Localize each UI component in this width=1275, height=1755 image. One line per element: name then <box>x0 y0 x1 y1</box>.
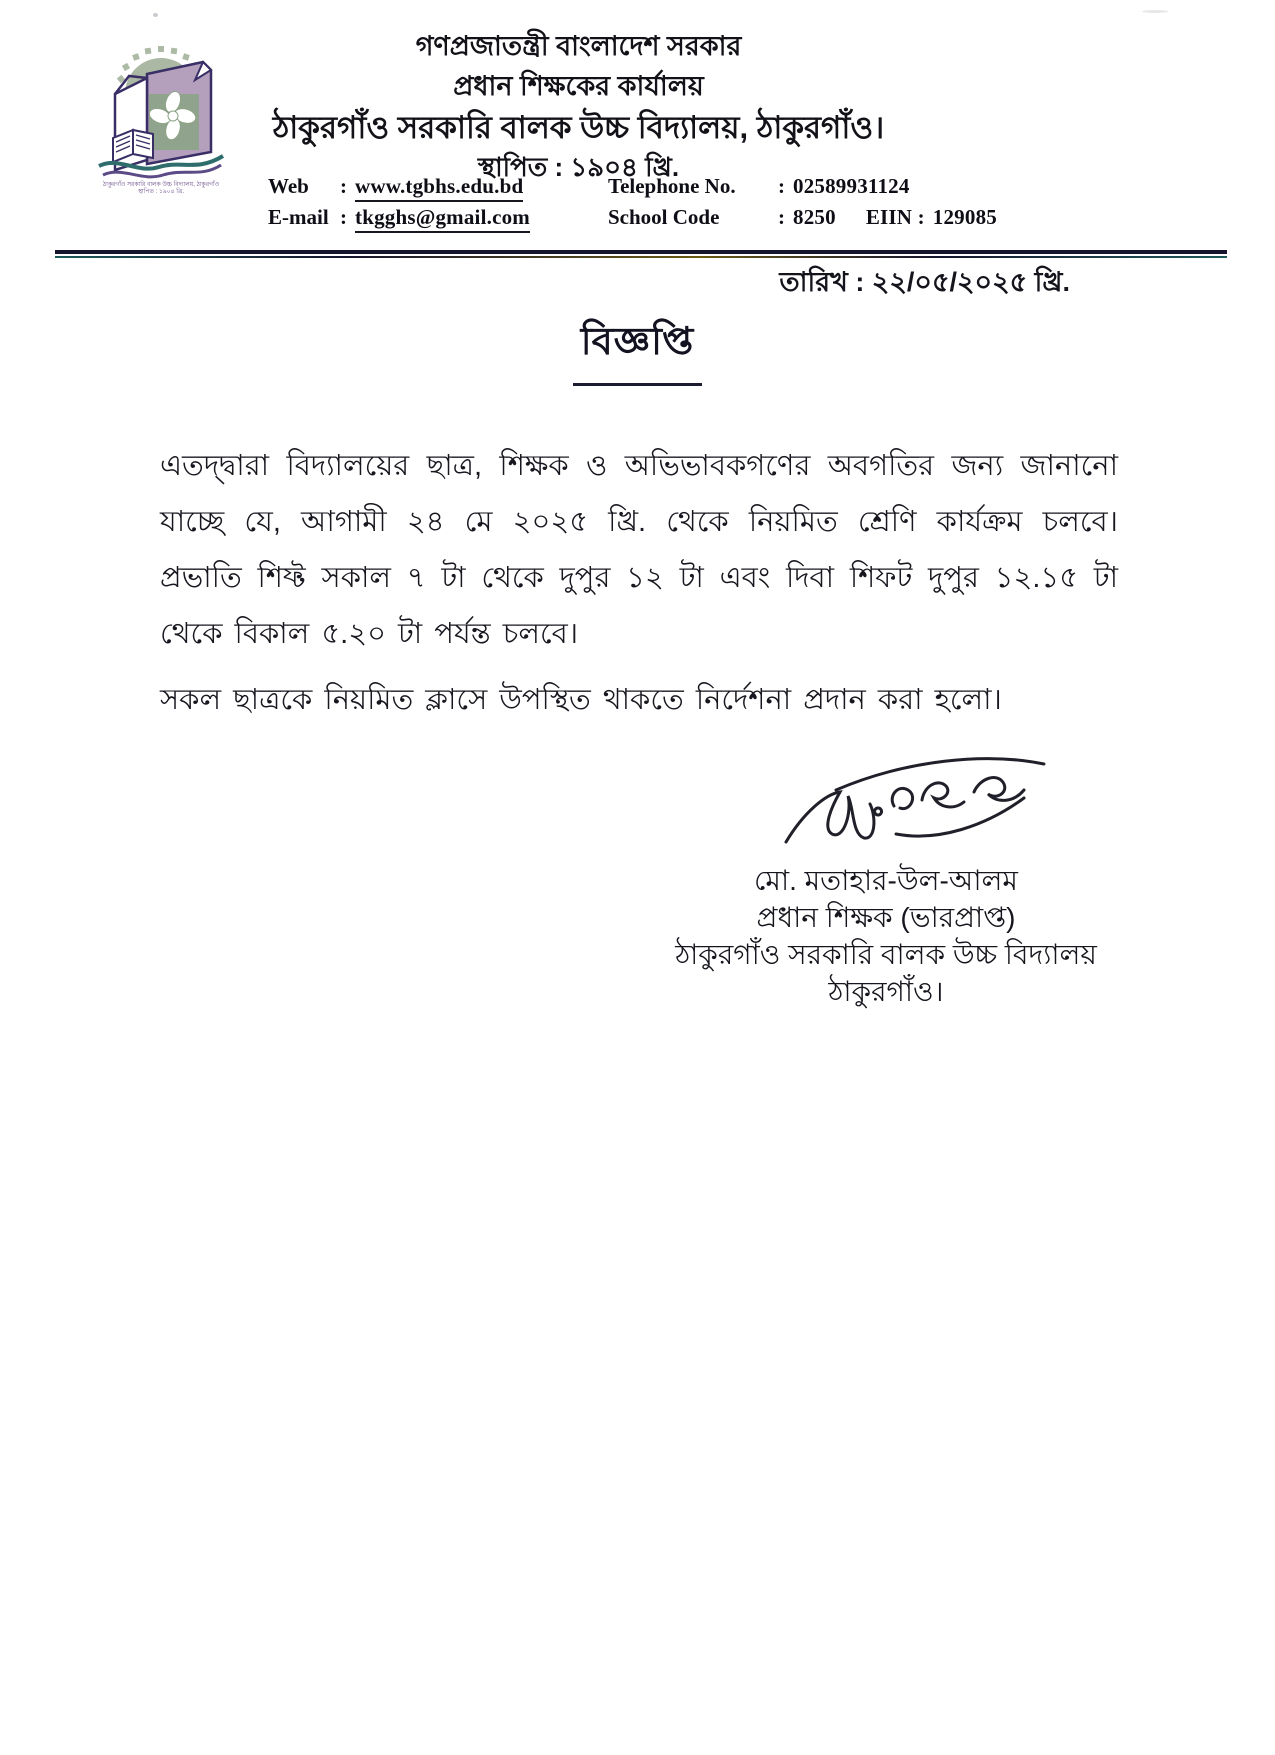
school-name-line: ঠাকুরগাঁও সরকারি বালক উচ্চ বিদ্যালয়, ঠাকুরগাঁও। <box>272 110 885 145</box>
office-line: প্রধান শিক্ষকের কার্যালয় <box>453 71 704 101</box>
scan-speck <box>1142 10 1168 13</box>
notice-date: তারিখ : ২২/০৫/২০২৫ খ্রি. <box>779 267 1070 297</box>
notice-title: বিজ্ঞপ্তি <box>573 312 703 386</box>
website-link: www.tgbhs.edu.bd <box>355 174 523 202</box>
phone-entry <box>608 174 910 199</box>
contact-block <box>268 174 1185 236</box>
notice-paragraph-1: এতদ্দ্বারা বিদ্যালয়ের ছাত্র, শিক্ষক ও অভিভাবকগণের অবগতির জন্য জানানো যাচ্ছে যে, আগামী ২৪ মে ২০২৫ খ্রি. থেকে নিয়মিত শ্রেণি কার্যক্রম চলবে। প্রভাতি শিফ্ট সকাল ৭ টা থেকে দুপুর ১২ টা এবং দিবা শিফট দুপুর ১২.১৫ টা থেকে বিকাল ৫.২০ টা পর্যন্ত চলবে। <box>160 450 1118 650</box>
signatory-org-line2: ঠাকুরগাঁও। <box>828 976 944 1007</box>
school-code-value: 8250 <box>793 205 836 229</box>
notice-paragraph-2: সকল ছাত্রকে নিয়মিত ক্লাসে উপস্থিত থাকতে নির্দেশনা প্রদান করা হলো। <box>160 684 1002 716</box>
header-divider <box>55 250 1227 258</box>
web-entry <box>268 174 608 202</box>
title-row <box>0 312 1275 386</box>
divider-line-top <box>55 250 1227 254</box>
eiin-label: EIIN : <box>865 205 925 229</box>
handwritten-signature <box>778 748 1050 856</box>
signature-block <box>640 862 1132 1010</box>
eiin-value: 129085 <box>932 205 997 229</box>
phone-colon: : <box>778 174 785 198</box>
contact-row-1 <box>268 174 1185 205</box>
web-label: Web <box>268 174 309 198</box>
web-colon: : <box>340 174 347 198</box>
phone-number: 02589931124 <box>793 174 910 198</box>
school-code-entry <box>608 205 997 230</box>
government-line: গণপ্রজাতন্ত্রী বাংলাদেশ সরকার <box>415 31 742 61</box>
logo-caption-line1: ঠাকুরগাঁও সরকারি বালক উচ্চ বিদ্যালয়, ঠাকুরগাঁও <box>102 182 220 188</box>
established-line: স্থাপিত : ১৯০৪ খ্রি. <box>477 152 680 182</box>
signatory-name: মো. মতাহার-উল-আলম <box>754 865 1018 896</box>
email-colon: : <box>340 205 347 229</box>
phone-label: Telephone No. <box>608 174 736 198</box>
signatory-designation: প্রধান শিক্ষক (ভারপ্রাপ্ত) <box>756 902 1016 933</box>
school-code-label: School Code <box>608 205 720 229</box>
signatory-org-line1: ঠাকুরগাঁও সরকারি বালক উচ্চ বিদ্যালয় <box>675 939 1097 970</box>
divider-line-bottom <box>55 256 1227 258</box>
letterhead <box>0 28 1157 185</box>
email-entry <box>268 205 608 233</box>
email-label: E-mail <box>268 205 329 229</box>
email-link: tkgghs@gmail.com <box>355 205 530 233</box>
contact-row-2 <box>268 205 1185 236</box>
scan-speck <box>153 13 158 17</box>
logo-caption-line2: স্থাপিত : ১৯০৪ খ্রি. <box>137 189 185 194</box>
school-code-colon: : <box>778 205 785 229</box>
